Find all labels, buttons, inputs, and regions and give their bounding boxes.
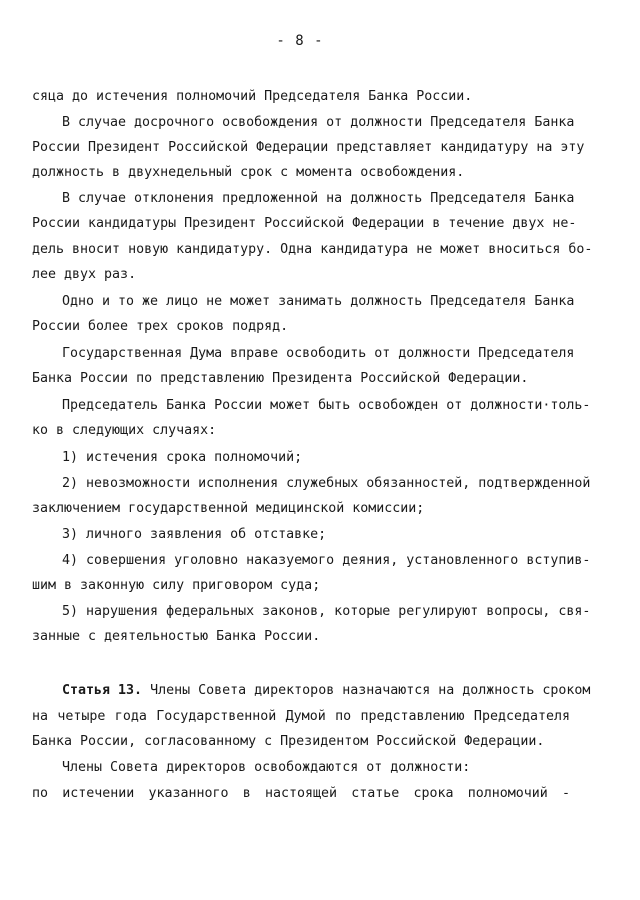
text-line: на четыре года Государственной Думой по представлению Председателя	[32, 709, 570, 724]
text-line: Банка России, согласованному с Президентом Российской Федерации.	[32, 734, 545, 749]
page-number: - 8 -	[276, 33, 324, 49]
text-line: В случае досрочного освобождения от должности Председателя Банка	[62, 115, 575, 130]
text-line: занные с деятельностью Банка России.	[32, 629, 321, 644]
text-line: по истечении указанного в настоящей статье срока полномочий -	[32, 786, 570, 801]
text-line: России Президент Российской Федерации представляет кандидатуру на эту	[32, 140, 585, 155]
text-line: России более трех сроков подряд.	[32, 319, 289, 334]
text-line: В случае отклонения предложенной на должность Председателя Банка	[62, 191, 575, 206]
list-item: 3) личного заявления об отставке;	[62, 527, 327, 542]
list-item: 4) совершения уголовно наказуемого деяния, установленного вступив-	[62, 553, 591, 568]
list-item: 1) истечения срока полномочий;	[62, 450, 303, 465]
text-line: России кандидатуры Президент Российской Федерации в течение двух не-	[32, 216, 577, 231]
text-line: ко в следующих случаях:	[32, 423, 217, 438]
text-line: Государственная Дума вправе освободить от должности Председателя	[62, 346, 575, 361]
text-line: Банка России по представлению Президента Российской Федерации.	[32, 371, 529, 386]
text-line: заключением государственной медицинской комиссии;	[32, 501, 425, 516]
text-line: лее двух раз.	[32, 267, 137, 282]
text-line: сяца до истечения полномочий Председателя Банка России.	[32, 89, 473, 104]
article-text: Члены Совета директоров назначаются на должность сроком	[150, 683, 591, 698]
article-13-first-line	[62, 682, 591, 700]
text-line: Одно и то же лицо не может занимать должность Председателя Банка	[62, 294, 575, 309]
text-line: Члены Совета директоров освобождаются от должности:	[62, 760, 471, 775]
article-heading: Статья 13.	[62, 683, 143, 698]
text-line: Председатель Банка России может быть освобожден от должности·толь-	[62, 398, 591, 413]
text-line: дель вносит новую кандидатуру. Одна кандидатура не может вноситься бо-	[32, 242, 593, 257]
list-item: 5) нарушения федеральных законов, которые регулируют вопросы, свя-	[62, 604, 591, 619]
text-line: шим в законную силу приговором суда;	[32, 578, 321, 593]
list-item: 2) невозможности исполнения служебных обязанностей, подтвержденной	[62, 476, 591, 491]
text-line: должность в двухнедельный срок с момента освобождения.	[32, 165, 465, 180]
